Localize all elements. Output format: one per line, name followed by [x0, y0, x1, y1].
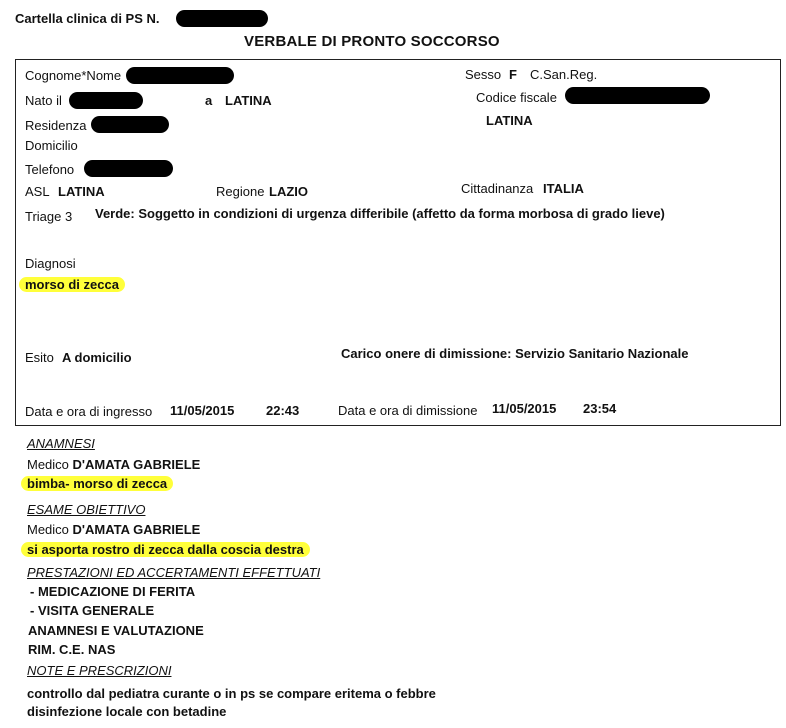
prestazioni-heading: PRESTAZIONI ED ACCERTAMENTI EFFETTUATI	[27, 565, 321, 580]
dimissione-time: 23:54	[583, 401, 617, 416]
codice-city-value: LATINA	[486, 113, 533, 128]
medico-name: D'AMATA GABRIELE	[72, 522, 201, 537]
regione-label: Regione	[216, 184, 265, 199]
sesso-value: F	[509, 67, 517, 82]
redaction-bar	[84, 160, 173, 177]
ingresso-label: Data e ora di ingresso	[25, 404, 153, 419]
esame-text: si asporta rostro di zecca dalla coscia destra	[21, 542, 310, 557]
cittadinanza-label: Cittadinanza	[461, 181, 534, 196]
ingresso-date: 11/05/2015	[170, 403, 235, 418]
patient-info-box	[15, 59, 781, 426]
asl-label: ASL	[25, 184, 50, 199]
redaction-bar	[126, 67, 234, 84]
esito-value: A domicilio	[62, 350, 132, 365]
nato-label: Nato il	[25, 93, 62, 108]
prestazione-item: ANAMNESI E VALUTAZIONE	[28, 623, 204, 638]
cittadinanza-value: ITALIA	[543, 181, 584, 196]
carico-onere-text: Carico onere di dimissione: Servizio Sanitario Nazionale	[341, 346, 689, 361]
medico-label: Medico	[27, 522, 69, 537]
codice-label: Codice fiscale	[476, 90, 557, 105]
medico-name: D'AMATA GABRIELE	[72, 457, 201, 472]
csanreg-label: C.San.Reg.	[530, 67, 598, 82]
note-line: disinfezione locale con betadine	[27, 704, 227, 719]
telefono-label: Telefono	[25, 162, 75, 177]
note-heading: NOTE E PRESCRIZIONI	[27, 663, 172, 678]
redaction-bar	[69, 92, 143, 109]
asl-value: LATINA	[58, 184, 105, 199]
esito-label: Esito	[25, 350, 54, 365]
redaction-bar	[176, 10, 268, 27]
redaction-bar	[91, 116, 169, 133]
esame-heading: ESAME OBIETTIVO	[27, 502, 146, 517]
sesso-label: Sesso	[465, 67, 502, 82]
note-line: controllo dal pediatra curante o in ps se compare eritema o febbre	[27, 686, 436, 701]
regione-value: LAZIO	[269, 184, 308, 199]
anamnesi-heading: ANAMNESI	[27, 436, 95, 451]
birthplace-value: LATINA	[225, 93, 272, 108]
residenza-label: Residenza	[25, 118, 87, 133]
a-label: a	[205, 93, 213, 108]
prestazione-item: - MEDICAZIONE DI FERITA	[30, 584, 196, 599]
page-title: VERBALE DI PRONTO SOCCORSO	[244, 33, 500, 50]
ingresso-time: 22:43	[266, 403, 300, 418]
cognome-label: Cognome*Nome	[25, 68, 122, 83]
triage-label: Triage 3	[25, 209, 73, 224]
anamnesi-text: bimba- morso di zecca	[21, 476, 173, 491]
domicilio-label: Domicilio	[25, 138, 78, 153]
cartella-label: Cartella clinica di PS N.	[15, 11, 160, 26]
diagnosi-label: Diagnosi	[25, 256, 76, 271]
dimissione-date: 11/05/2015	[492, 401, 557, 416]
dimissione-label: Data e ora di dimissione	[338, 403, 478, 418]
prestazione-item: - VISITA GENERALE	[30, 603, 155, 618]
redaction-bar	[565, 87, 710, 104]
triage-value: Verde: Soggetto in condizioni di urgenza differibile (affetto da forma morbosa di grado lieve)	[95, 206, 665, 221]
medico-label: Medico	[27, 457, 69, 472]
diagnosi-value: morso di zecca	[19, 277, 125, 292]
prestazione-item: RIM. C.E. NAS	[28, 642, 116, 657]
